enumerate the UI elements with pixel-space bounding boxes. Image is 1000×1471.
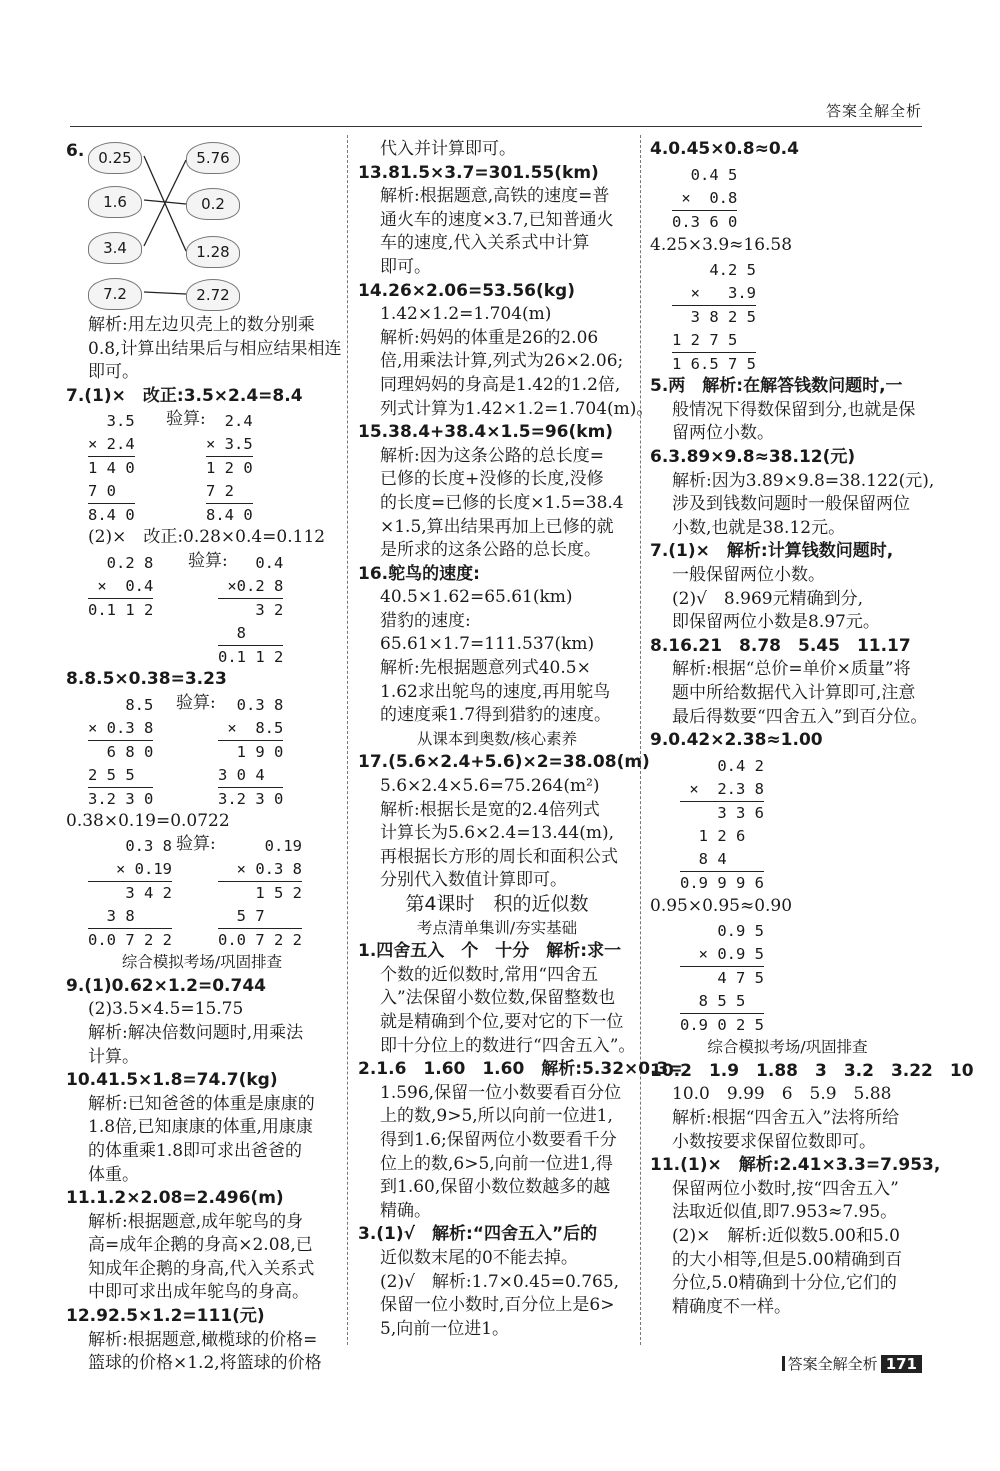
calc-row: × 0.8: [672, 187, 737, 211]
q8-part2-calcs: [66, 833, 338, 951]
calc-row: 0.1 1 2: [88, 600, 154, 619]
answer-line: 15.38.4+38.4×1.5=96(km): [358, 422, 614, 443]
calc-row: 1 2 6: [698, 826, 764, 845]
answer-line: 14.26×2.06=53.56(kg): [358, 280, 575, 301]
footer-title: 答案全解全析: [787, 1355, 878, 1373]
answer-line: 5.6×2.4×5.6=75.264(m²): [380, 776, 600, 797]
footer-bar: [782, 1356, 785, 1371]
calc-row: ×0.2 8: [218, 575, 283, 599]
answer-line: 涉及到钱数问题时一般保留两位: [672, 494, 910, 515]
calc-row: 0.2 8: [106, 553, 154, 572]
lesson-title: 第4课时 积的近似数: [405, 893, 589, 915]
calc-row: 7 0: [88, 480, 135, 504]
calc-row: 8.5: [97, 695, 154, 714]
calc-row: × 0.19: [88, 858, 172, 882]
answer-line: 8.16.21 8.78 5.45 11.17: [650, 635, 911, 656]
answer-line: 11.(1)× 解析:2.41×3.3=7.953,: [650, 1155, 941, 1176]
calc-row: 1 9 0: [236, 742, 284, 761]
calc-row: 1 2 0: [206, 459, 253, 478]
check-label: 验算:: [176, 692, 216, 713]
shell-left-3: 3.4: [88, 232, 142, 264]
answer-line: 分别代入数值计算即可。: [380, 870, 567, 891]
q9-part1-calc: [650, 753, 925, 895]
answer-line: 题中所给数据代入计算即可,注意: [672, 682, 916, 703]
answer-line: 解析:先根据题意列式40.5×: [380, 658, 591, 679]
answer-line: 的大小相等,但是5.00精确到百: [672, 1249, 903, 1270]
calc-row: 8.4 0: [88, 506, 135, 525]
calc-row: 0.0 7 2 2: [88, 931, 172, 950]
answer-line: 2.1.6 1.60 1.60 解析:5.32×0.3=: [358, 1059, 683, 1080]
answer-line: 40.5×1.62=65.61(km): [380, 587, 573, 608]
q4-part2: 4.25×3.9≈16.58: [650, 234, 793, 255]
q6-block: [66, 138, 338, 314]
calc-row: 3 8 2 5: [690, 308, 756, 327]
answer-line: 计算。: [88, 1046, 139, 1067]
calc-row: × 0.9 5: [680, 943, 764, 967]
calc-row: × 8.5: [218, 717, 283, 741]
calc-row: × 2.3 8: [680, 778, 764, 802]
calc-row: 1 2 7 5: [672, 329, 756, 353]
calc-row: 0.3 6 0: [672, 212, 738, 231]
answer-line: 解析:因为3.89×9.8=38.122(元),: [672, 470, 935, 491]
calc-row: 3 8: [88, 905, 172, 929]
check-calc: [218, 694, 283, 811]
header-divider: [70, 126, 922, 127]
answer-line: 篮球的价格×1.2,将篮球的价格: [88, 1353, 322, 1374]
answer-line: 中即可求出成年鸵鸟的身高。: [88, 1282, 309, 1303]
q9-part2-calc: [650, 918, 925, 1036]
calc-row: 0.4 2: [717, 756, 764, 775]
calc-row: × 3.5: [206, 433, 253, 457]
answer-line: 7.(1)× 解析:计算钱数问题时,: [650, 541, 894, 562]
q8-part2: 0.38×0.19=0.0722: [66, 810, 230, 831]
answer-line: 最后得数要“四舍五入”到百分位。: [672, 706, 928, 727]
answer-line: 解析:根据题意,成年鸵鸟的身: [88, 1211, 304, 1232]
answer-line: 通火车的速度×3.7,已知普通火: [380, 209, 614, 230]
answer-line: 解析:已知爸爸的体重是康康的: [88, 1093, 315, 1114]
answer-line: 精确度不一样。: [672, 1296, 791, 1317]
calc-row: 0.3 8: [236, 695, 284, 714]
answer-line: 10.2 1.9 1.88 3 3.2 3.22 10: [650, 1060, 974, 1081]
q9-part2: 0.95×0.95≈0.90: [650, 895, 793, 916]
calc-row: 0.4: [236, 553, 284, 572]
check-label: 验算:: [176, 834, 216, 855]
calc-row: 2.4: [206, 412, 253, 431]
answer-line: 6.3.89×9.8≈38.12(元): [650, 446, 856, 467]
vertical-calc: [88, 835, 172, 952]
answer-line: 10.0 9.99 6 5.9 5.88: [672, 1084, 892, 1105]
calc-row: 3 0 4: [218, 764, 283, 788]
answer-line: 般情况下得数保留到分,也就是保: [672, 399, 916, 420]
calc-row: 3.2 3 0: [218, 789, 284, 808]
col3-answers-b: [650, 1060, 974, 1320]
shell-left-2: 1.6: [88, 186, 142, 218]
answer-line: 位上的数,6>5,向前一位进1,得: [380, 1153, 613, 1174]
calc-row: 6 8 0: [88, 742, 154, 761]
answer-line: 是所求的这条公路的总长度。: [380, 540, 601, 561]
calc-row: × 0.3 8: [88, 717, 153, 741]
check-label: 验算:: [188, 550, 228, 571]
q6-analysis-3: 即可。: [88, 362, 139, 383]
section-heading: 从课本到奥数/核心素养: [416, 729, 578, 748]
answer-line: 得到1.6;保留两位小数要看千分: [380, 1129, 617, 1150]
check-calc: [218, 835, 302, 952]
answer-line: 解析:根据题意,高铁的速度=普: [380, 186, 610, 207]
shell-left-4: 7.2: [88, 278, 142, 310]
calc-row: 4.2 5: [709, 261, 756, 280]
q7-part2: (2)× 改正:0.28×0.4=0.112: [88, 527, 326, 548]
calc-row: 8: [218, 622, 283, 646]
answer-line: 3.(1)√ 解析:“四舍五入”后的: [358, 1224, 598, 1245]
answer-line: 精确。: [380, 1200, 431, 1221]
calc-row: 7 2: [206, 480, 253, 504]
col2-answers: [358, 138, 683, 1341]
answer-line: 解析:解决倍数问题时,用乘法: [88, 1022, 304, 1043]
calc-row: 0.9 5: [717, 922, 764, 941]
vertical-calc: [672, 164, 737, 234]
calc-row: 0.9 9 9 6: [680, 873, 764, 892]
answer-line: 10.41.5×1.8=74.7(kg): [66, 1070, 278, 1091]
answer-line: 12.92.5×1.2=111(元): [66, 1306, 265, 1327]
answer-line: 法取近似值,即7.953≈7.95。: [672, 1202, 898, 1223]
calc-row: × 3.9: [672, 282, 756, 306]
vertical-calc: [672, 259, 756, 376]
section-heading: 综合模拟考场/巩固排查: [121, 953, 283, 972]
calc-row: 3 4 2: [106, 884, 172, 903]
col1-answers: [66, 975, 338, 1376]
calc-row: 8 4: [680, 848, 764, 872]
vertical-calc: [680, 755, 764, 895]
vertical-calc: [88, 552, 153, 622]
calc-row: × 0.4: [88, 575, 153, 599]
shell-right-3: 1.28: [186, 236, 240, 268]
calc-row: 3.5: [88, 412, 135, 431]
answer-line: 即可。: [380, 256, 431, 277]
answer-line: 计算长为5.6×2.4=13.44(m),: [380, 823, 615, 844]
vertical-calc: [680, 920, 764, 1037]
answer-line: 1.8倍,已知康康的体重,用康康: [88, 1117, 313, 1138]
q4-part2-calc: [650, 257, 925, 375]
answer-line: 16.鸵鸟的速度:: [358, 563, 480, 584]
q7-part2-calcs: [66, 550, 338, 668]
answer-line: 1.42×1.2=1.704(m): [380, 304, 552, 325]
answer-line: 解析:根据题意,橄榄球的价格=: [88, 1329, 318, 1350]
answer-line: 9.(1)0.62×1.2=0.744: [66, 975, 266, 996]
q7-part1: 7.(1)× 改正:3.5×2.4=8.4: [66, 385, 303, 406]
shell-matching-diagram: [88, 142, 318, 314]
footer: [782, 1353, 922, 1374]
answer-line: 解析:因为这条公路的总长度=: [380, 445, 604, 466]
calc-row: 3 2: [236, 600, 284, 619]
answer-line: ×1.5,算出结果再加上已修的就: [380, 516, 614, 537]
vertical-calc: [88, 410, 135, 527]
answer-line: 的速度乘1.7得到猎豹的速度。: [380, 705, 612, 726]
answer-line: 解析:根据“总价=单价×质量”将: [672, 659, 911, 680]
calc-row: 0.9 0 2 5: [680, 1016, 764, 1035]
answer-line: 13.81.5×3.7=301.55(km): [358, 162, 599, 183]
answer-line: 就是精确到个位,要对它的下一位: [380, 1011, 624, 1032]
answer-line: 分位,5.0精确到十分位,它们的: [672, 1273, 897, 1294]
calc-row: 0.3 8: [125, 837, 172, 856]
answer-line: 即十分位上的数进行“四舍五入”。: [380, 1035, 636, 1056]
calc-row: 0.1 1 2: [218, 647, 284, 666]
shell-right-1: 5.76: [186, 142, 240, 174]
answer-line: 再根据长方形的周长和面积公式: [380, 846, 618, 867]
answer-line: 5.两 解析:在解答钱数问题时,一: [650, 376, 903, 397]
check-calc: [206, 410, 253, 527]
answer-line: 的体重乘1.8即可求出爸爸的: [88, 1140, 303, 1161]
check-label: 验算:: [166, 409, 206, 430]
vertical-calc: [88, 694, 153, 811]
shell-left-1: 0.25: [88, 142, 142, 174]
answer-line: 猎豹的速度:: [380, 610, 471, 631]
answer-line: 解析:根据长是宽的2.4倍列式: [380, 799, 600, 820]
calc-row: 2 5 5: [88, 764, 153, 788]
column-1: [66, 138, 342, 1376]
q6-analysis-1: 解析:用左边贝壳上的数分别乘: [88, 315, 315, 335]
answer-line: 1.四舍五入 个 十分 解析:求一: [358, 941, 622, 962]
q4-part1-calc: [650, 162, 925, 234]
answer-line: 一般保留两位小数。: [672, 564, 825, 585]
shell-right-2: 0.2: [186, 188, 240, 220]
answer-line: 11.1.2×2.08=2.496(m): [66, 1188, 284, 1209]
answer-line: 解析:妈妈的体重是26的2.06: [380, 327, 599, 348]
answer-line: 同理妈妈的身高是1.42的1.2倍,: [380, 374, 621, 395]
answer-line: 车的速度,代入关系式中计算: [380, 233, 590, 254]
answer-line: 到1.60,保留小数位数越多的越: [380, 1177, 611, 1198]
calc-row: × 2.4: [88, 433, 135, 457]
answer-line: 上的数,9>5,所以向前一位进1,: [380, 1106, 613, 1127]
q6-number: 6.: [66, 141, 85, 161]
q4-part1: 4.0.45×0.8≈0.4: [650, 139, 799, 159]
answer-line: 入”法保留小数位数,保留整数也: [380, 988, 616, 1009]
answer-line: 即保留两位小数是8.97元。: [672, 612, 880, 633]
calc-row: 0.0 7 2 2: [218, 931, 302, 950]
section-heading: 综合模拟考场/巩固排查: [707, 1038, 868, 1057]
q8-part1-calcs: [66, 692, 338, 810]
answer-line: 代入并计算即可。: [380, 139, 516, 159]
calc-row: 0.19: [264, 837, 302, 856]
answer-line: 知成年企鹅的身高,代入关系式: [88, 1258, 315, 1279]
answer-line: 已修的长度+没修的长度,没修: [380, 469, 604, 490]
q9-part1: 9.0.42×2.38≈1.00: [650, 730, 823, 751]
q7-part1-calcs: [66, 408, 338, 526]
col3-answers-a: [650, 375, 935, 729]
answer-line: 1.62求出鸵鸟的速度,再用鸵鸟: [380, 681, 611, 702]
page-number: 171: [881, 1355, 922, 1373]
answer-line: 保留两位小数时,按“四舍五入”: [672, 1178, 899, 1199]
q6-analysis-2: 0.8,计算出结果后与相应结果相连: [88, 338, 342, 359]
answer-line: 列式计算为1.42×1.2=1.704(m)。: [380, 398, 654, 419]
calc-row: 3 3 6: [717, 803, 764, 822]
answer-line: 17.(5.6×2.4+5.6)×2=38.08(m): [358, 752, 650, 773]
answer-line: (2)√ 解析:1.7×0.45=0.765,: [380, 1271, 620, 1292]
match-line: [144, 292, 186, 294]
calc-row: 8 5 5: [680, 990, 764, 1014]
calc-row: 1 6.5 7 5: [672, 355, 756, 374]
answer-line: 的长度=已修的长度×1.5=38.4: [380, 492, 624, 513]
calc-row: 1 4 0: [88, 459, 135, 478]
answer-line: 近似数末尾的0不能去掉。: [380, 1247, 578, 1268]
calc-row: 0.4 5: [690, 165, 738, 184]
shell-right-4: 2.72: [186, 279, 240, 311]
answer-line: 保留一位小数时,百分位上是6>: [380, 1295, 615, 1316]
q8-part1: 8.8.5×0.38=3.23: [66, 668, 227, 689]
answer-line: 个数的近似数时,常用“四舍五: [380, 964, 599, 985]
column-divider: [640, 135, 641, 1345]
answer-line: 倍,用乘法计算,列式为26×2.06;: [380, 351, 624, 372]
column-3: [650, 138, 974, 1319]
answer-line: 1.596,保留一位小数要看百分位: [380, 1082, 622, 1103]
column-2: [358, 138, 683, 1341]
answer-line: 体重。: [88, 1164, 139, 1185]
answer-line: 高=成年企鹅的身高×2.08,已: [88, 1235, 313, 1256]
calc-row: 5 7: [218, 905, 302, 929]
calc-row: 4 7 5: [717, 969, 764, 988]
header-title: 答案全解全析: [825, 102, 922, 120]
calc-row: 3.2 3 0: [88, 789, 154, 808]
answer-line: (2)√ 8.969元精确到分,: [672, 588, 863, 609]
answer-line: (2)3.5×4.5=15.75: [88, 999, 244, 1020]
answer-line: 小数,也就是38.12元。: [672, 517, 846, 538]
calc-row: 8.4 0: [206, 506, 253, 525]
answer-line: (2)× 解析:近似数5.00和5.0: [672, 1226, 900, 1247]
column-divider: [347, 135, 348, 1345]
answer-line: 65.61×1.7=111.537(km): [380, 634, 595, 655]
section-heading: 考点清单集训/夯实基础: [416, 918, 578, 937]
answer-line: 留两位小数。: [672, 423, 774, 444]
check-calc: [218, 552, 283, 669]
answer-line: 5,向前一位进1。: [380, 1318, 510, 1339]
calc-row: 1 5 2: [236, 884, 302, 903]
answer-line: 解析:根据“四舍五入”法将所给: [672, 1108, 900, 1129]
answer-line: 小数按要求保留位数即可。: [672, 1131, 876, 1152]
calc-row: × 0.3 8: [218, 858, 302, 882]
